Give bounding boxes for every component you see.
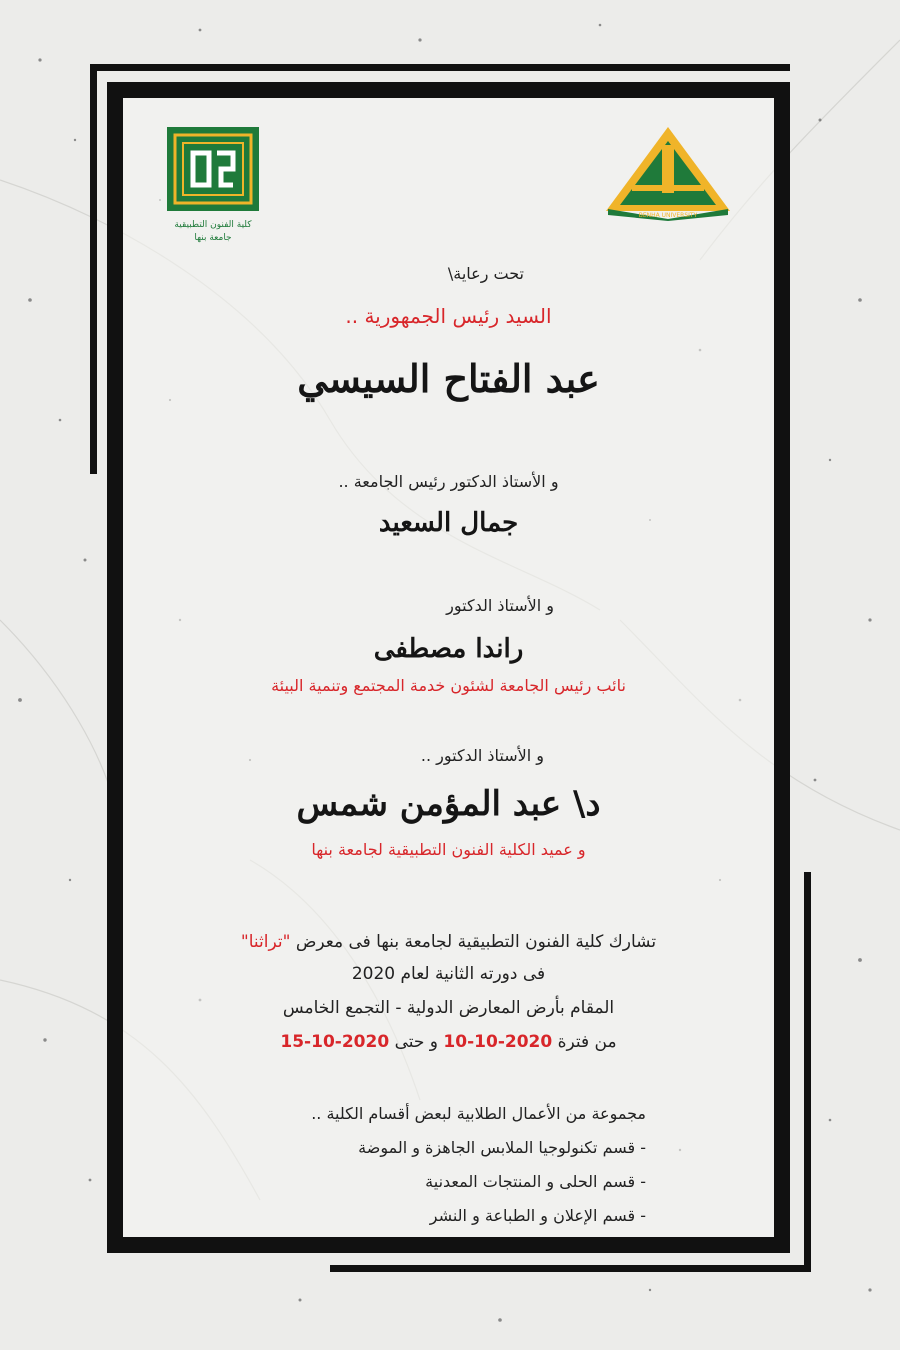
event-line-1 — [123, 932, 774, 952]
event-participation-text: تشارك كلية الفنون التطبيقية لجامعة بنها فى معرض — [295, 932, 657, 952]
patronage-intro: تحت رعاية\ — [447, 264, 524, 283]
date-from: 2020-10-10 — [443, 1032, 553, 1052]
dean-title: و الأستاذ الدكتور .. — [420, 746, 544, 765]
works-intro: مجموعة من الأعمال الطلابية لبعض أقسام الكلية .. — [311, 1104, 646, 1123]
date-to-label: و حتى — [394, 1032, 438, 1052]
faculty-name-ar: كلية الفنون التطبيقية — [174, 220, 252, 230]
date-from-label: من فترة — [557, 1032, 617, 1052]
works-item-2: - قسم الحلى و المنتجات المعدنية — [425, 1172, 646, 1191]
university-president-title: و الأستاذ الدكتور رئيس الجامعة .. — [338, 472, 559, 491]
works-item-1: - قسم تكنولوجيا الملابس الجاهزة و الموضة — [358, 1138, 646, 1157]
frame-accent-right — [804, 872, 811, 1272]
event-dates — [123, 1032, 774, 1052]
dean-name: د\ عبد المؤمن شمس — [296, 784, 601, 824]
frame-accent-bottom — [330, 1265, 811, 1272]
president-title: السيد رئيس الجمهورية .. — [345, 304, 552, 328]
vice-president-title: و الأستاذ الدكتور — [446, 596, 554, 615]
dean-role: و عميد الكلية الفنون التطبيقية لجامعة بنها — [311, 840, 586, 859]
invitation-content — [123, 98, 774, 1237]
benha-university-logo — [602, 123, 734, 221]
faculty-of-applied-arts-logo — [163, 123, 263, 243]
frame-accent-top — [90, 64, 790, 71]
university-name-en: BENHA UNIVERSITY — [638, 212, 698, 219]
exhibition-name: "تراثنا" — [240, 932, 291, 952]
vice-president-role: نائب رئيس الجامعة لشئون خدمة المجتمع وتنمية البيئة — [271, 676, 626, 695]
event-line-2: فى دورته الثانية لعام 2020 — [351, 964, 546, 984]
event-line-3: المقام بأرض المعارض الدولية - التجمع الخامس — [282, 998, 615, 1018]
university-president-name: جمال السعيد — [378, 508, 519, 538]
works-item-3: - قسم الإعلان و الطباعة و النشر — [429, 1206, 646, 1225]
president-name: عبد الفتاح السيسي — [297, 356, 600, 401]
faculty-university-ar: جامعة بنها — [194, 233, 232, 243]
vice-president-name: راندا مصطفى — [373, 634, 524, 664]
frame-accent-left — [90, 64, 97, 474]
date-to: 2020-10-15 — [280, 1032, 390, 1052]
